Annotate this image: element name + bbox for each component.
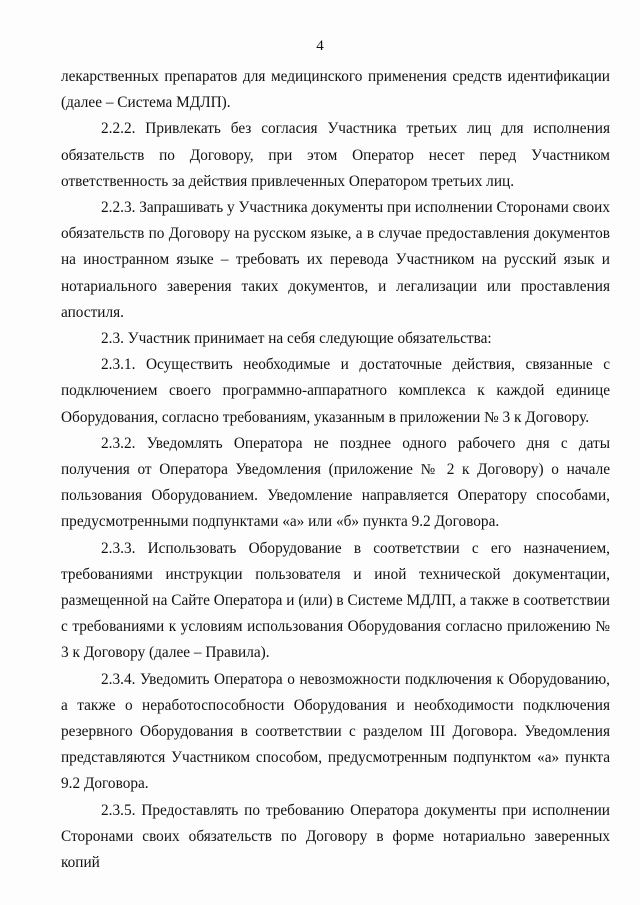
- paragraph-2-3-1: 2.3.1. Осуществить необходимые и достаточные действия, связанные с подключением своего программно-аппаратного комплекса к каждой единице Оборудования, согласно требованиям, указанным в приложении № 3 к Договору.: [61, 356, 610, 426]
- paragraph-2-2-3: 2.2.3. Запрашивать у Участника документы при исполнении Сторонами своих обязательств по Договору на русском языке, а в случае предоставления документов на иностранном языке – требовать их перевода Участником на русский язык и нотариального заверения таких документов, и легализации или проставления апостиля.: [61, 199, 610, 321]
- paragraph-2-3-3: 2.3.3. Использовать Оборудование в соответствии с его назначением, требованиями инструкции пользователя и иной технической документации, размещенной на Сайте Оператора и (или) в Системе МДЛП, а также в соответствии с требованиями к условиям использования Оборудования согласно приложению № 3 к Договору (далее – Правила).: [61, 539, 610, 662]
- paragraph-2-3-5: 2.3.5. Предоставлять по требованию Оператора документы при исполнении Сторонами своих обязательств по Договору в форме нотариально заверенных копий: [61, 801, 610, 872]
- page-number: 4: [316, 38, 324, 54]
- paragraph-intro-continuation: лекарственных препаратов для медицинского применения средств идентификации (далее – Система МДЛП).: [61, 68, 610, 112]
- paragraph-2-2-2: 2.2.2. Привлекать без согласия Участника третьих лиц для исполнения обязательств по Договору, при этом Оператор несет перед Участником ответственность за действия привлеченных Оператором третьих лиц.: [61, 120, 610, 190]
- paragraph-2-3-2: 2.3.2. Уведомлять Оператора не позднее одного рабочего дня с даты получения от Оператора Уведомления (приложение № 2 к Договору) о начале пользования Оборудованием. Уведомление направляется Оператору способами, предусмотренными подпунктами «а» или «б» пункта 9.2 Договора.: [61, 434, 610, 531]
- document-body: [61, 64, 610, 876]
- paragraph-2-3-4: 2.3.4. Уведомить Оператора о невозможности подключения к Оборудованию, а также о неработоспособности Оборудования и необходимости подключения резервного Оборудования в соответствии с разделом III Договора. Уведомления представляются Участником способом, предусмотренным подпунктом «а» пункта 9.2 Договора.: [61, 670, 610, 793]
- paragraph-2-3: 2.3. Участник принимает на себя следующие обязательства:: [101, 330, 492, 348]
